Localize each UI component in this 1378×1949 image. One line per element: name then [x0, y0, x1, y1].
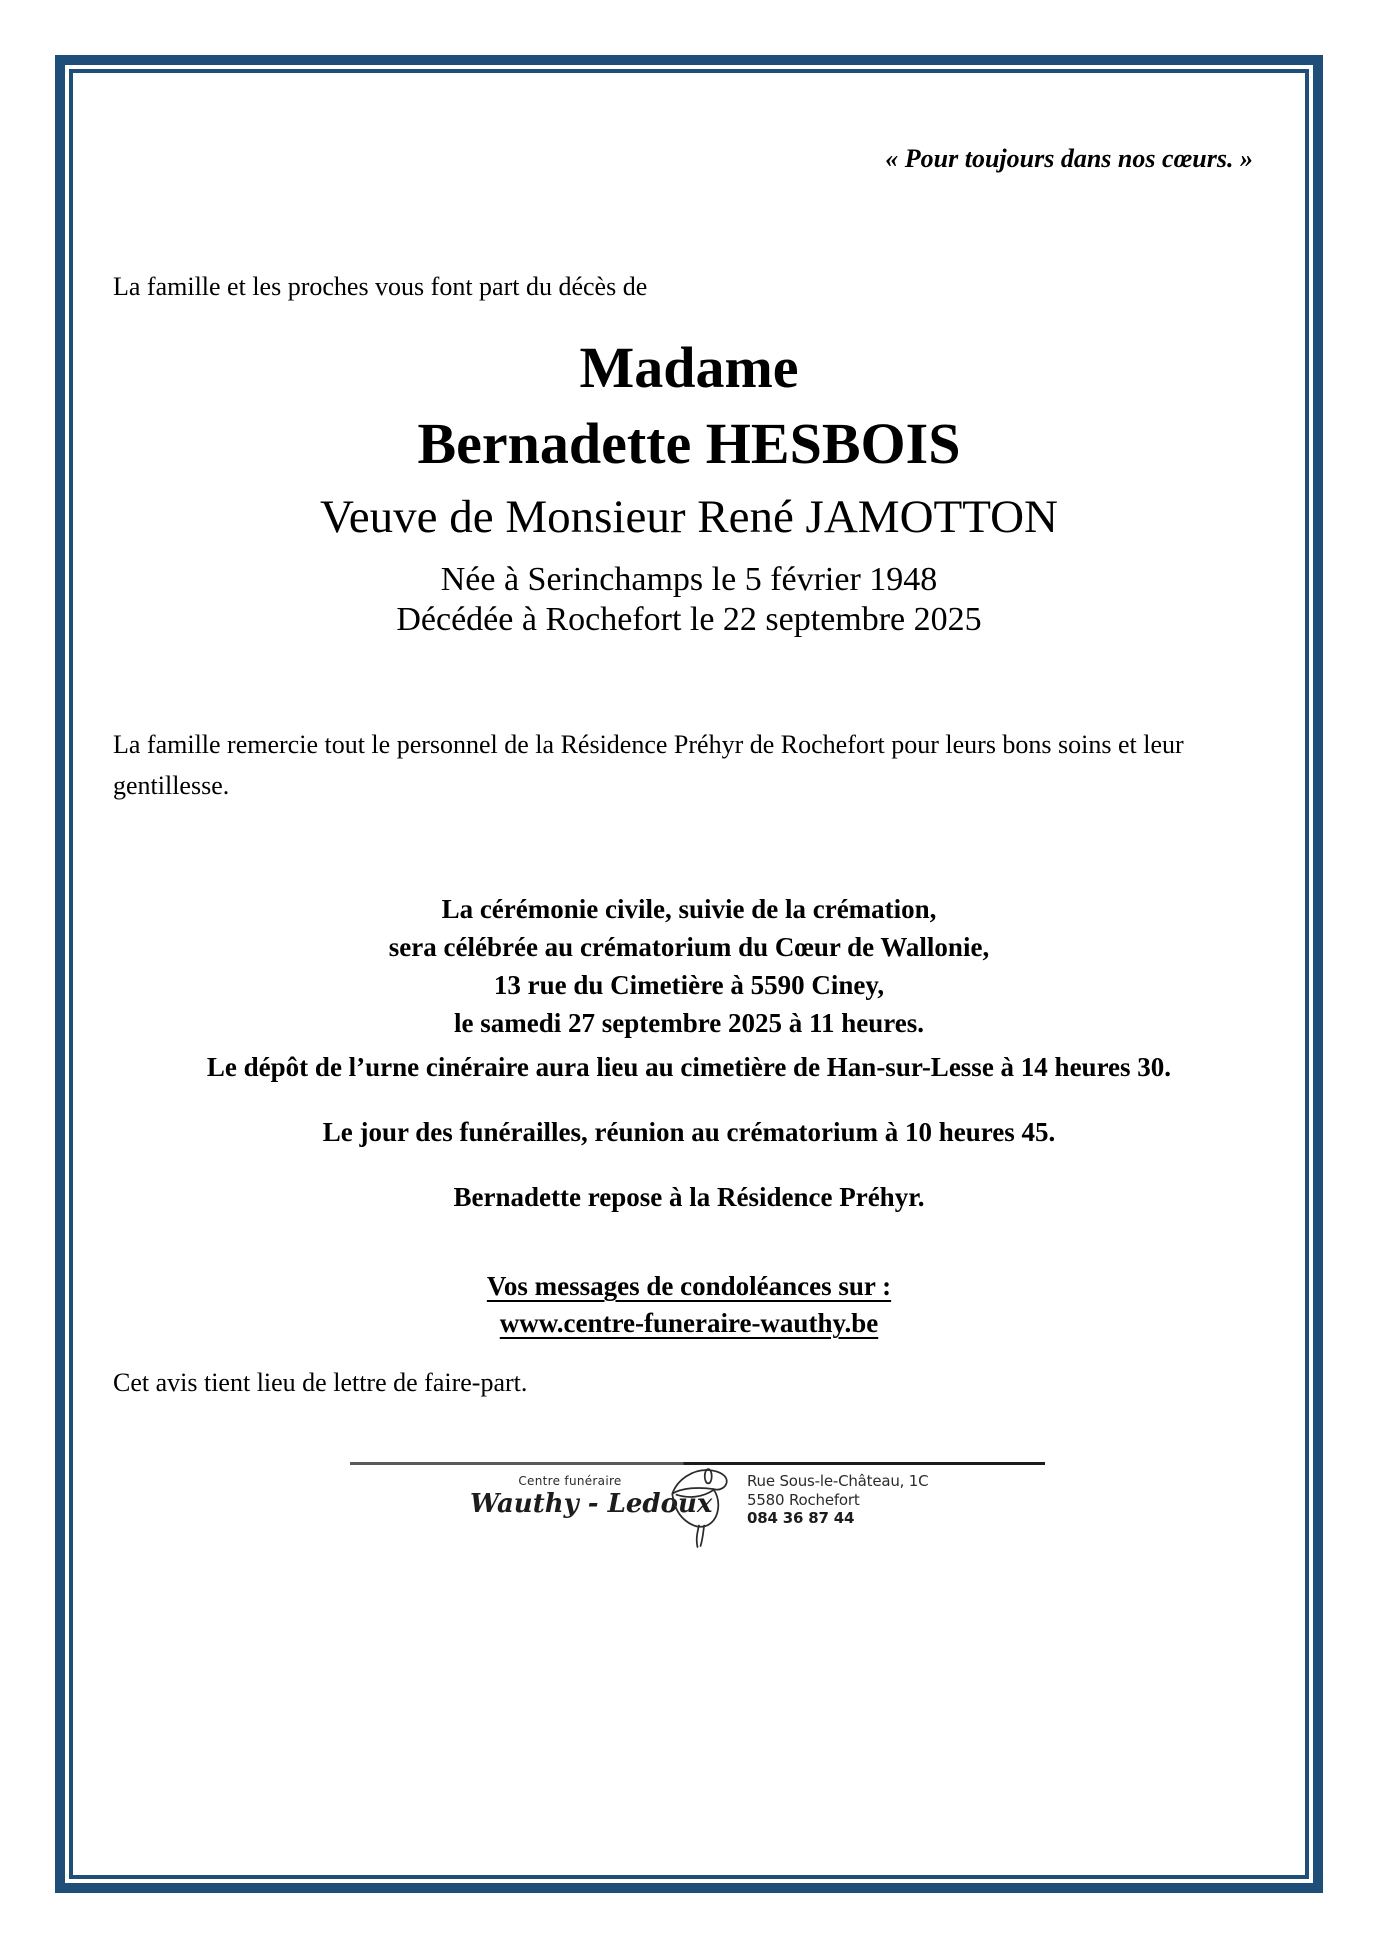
urn-deposit-line: Le dépôt de l’urne cinéraire aura lieu au cimetière de Han-sur-Lesse à 14 heures 30. [206, 1052, 1172, 1082]
ceremony-line-4: le samedi 27 septembre 2025 à 11 heures. [454, 1008, 924, 1038]
condolences-website-link[interactable]: www.centre-funeraire-wauthy.be [499, 1308, 879, 1338]
death-line: Décédée à Rochefort le 22 septembre 2025 [396, 601, 982, 638]
birth-line: Née à Serinchamps le 5 février 1948 [440, 561, 938, 598]
deceased-dates [75, 560, 1303, 640]
condolences-block [75, 1268, 1303, 1342]
faire-part-notice: Cet avis tient lieu de lettre de faire-part. [113, 1368, 528, 1397]
funeral-home-contact [747, 1472, 928, 1528]
thanks-line-1: La famille remercie tout le personnel de la Résidence Préhyr de Rochefort pour leurs bons soins et leur [113, 730, 1184, 759]
condolences-label: Vos messages de condoléances sur : [486, 1271, 892, 1301]
calla-lily-icon [662, 1466, 736, 1548]
address-street: Rue Sous-le-Château, 1C [747, 1472, 929, 1490]
deceased-name-block [75, 330, 1303, 640]
repose-line: Bernadette repose à la Résidence Préhyr. [453, 1182, 925, 1212]
footer-divider [350, 1462, 1045, 1465]
ceremony-line-3: 13 rue du Cimetière à 5590 Ciney, [493, 970, 885, 1000]
deceased-name: Bernadette HESBOIS [417, 411, 961, 476]
announcement-intro: La famille et les proches vous font part du décès de [113, 272, 648, 301]
ceremony-line-1: La cérémonie civile, suivie de la crémation, [441, 894, 937, 924]
funeral-home-logo [470, 1474, 713, 1519]
thanks-line-2: gentillesse. [113, 771, 230, 800]
funeral-home-name: Wauthy - Ledoux [470, 1489, 713, 1519]
address-city: 5580 Rochefort [747, 1490, 860, 1509]
reunion-line: Le jour des funérailles, réunion au crématorium à 10 heures 45. [322, 1117, 1056, 1147]
deceased-relation: Veuve de Monsieur René JAMOTTON [320, 491, 1058, 543]
ceremony-details [75, 890, 1303, 1042]
thanks-paragraph [113, 724, 1288, 806]
deceased-title: Madame [579, 335, 799, 400]
phone-number: 084 36 87 44 [747, 1509, 855, 1527]
funeral-home-type: Centre funéraire [518, 1474, 622, 1488]
memorial-quote: « Pour toujours dans nos cœurs. » [885, 144, 1253, 173]
ceremony-line-2: sera célébrée au crématorium du Cœur de Wallonie, [388, 932, 990, 962]
